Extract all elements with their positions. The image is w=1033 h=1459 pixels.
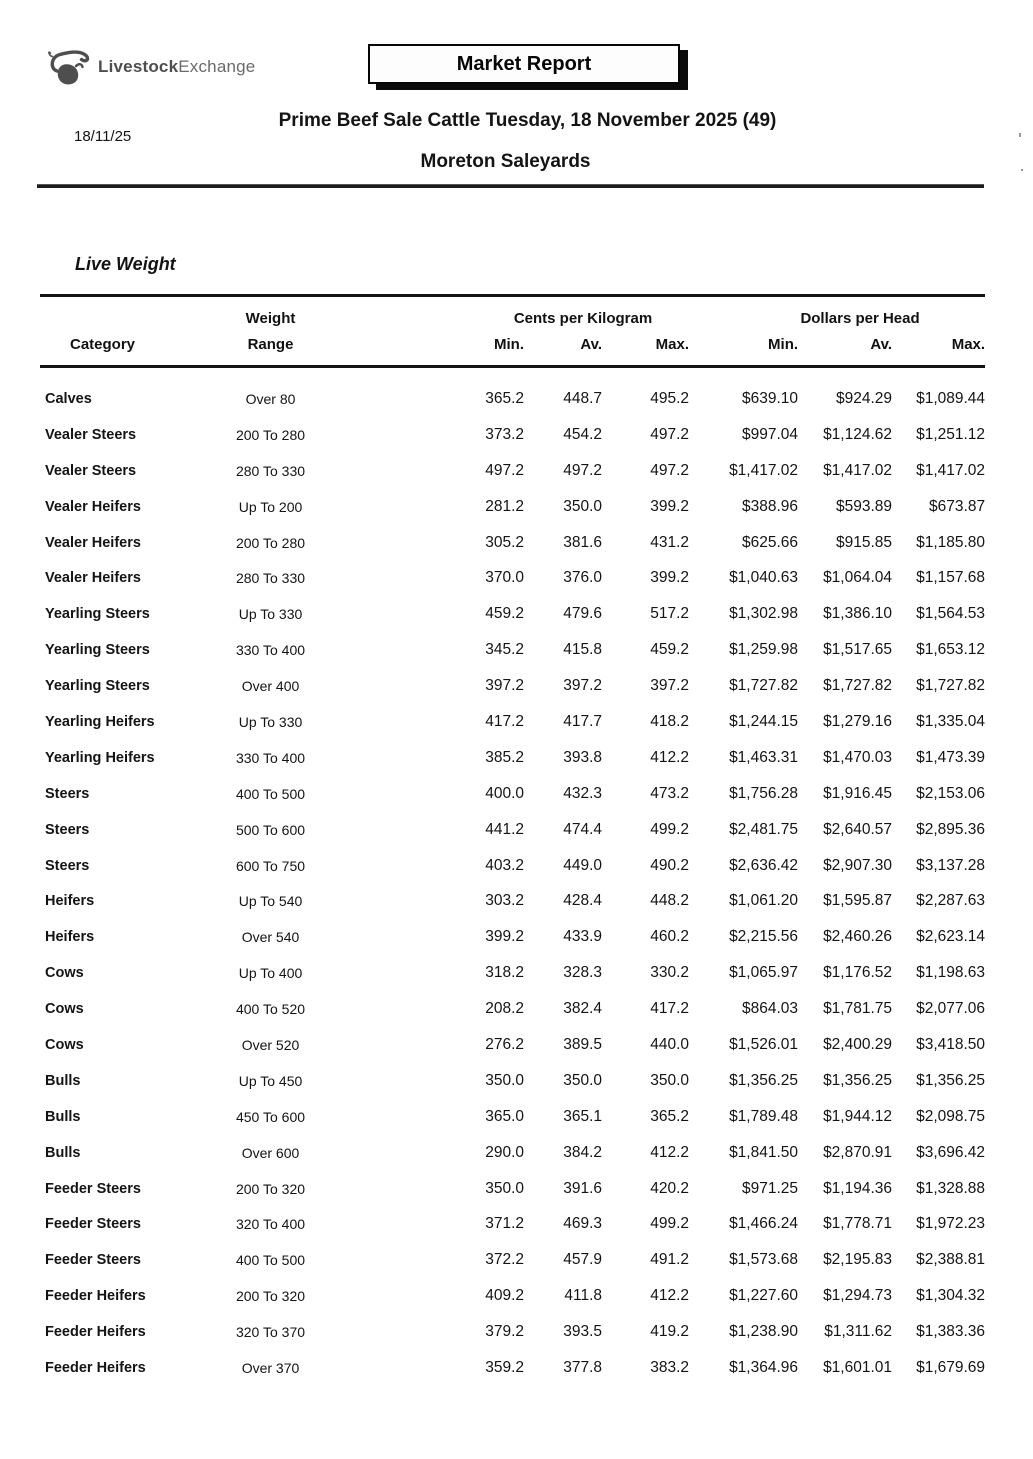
dph-min-cell: $1,756.28 bbox=[729, 784, 799, 802]
cpk-max-cell: 490.2 bbox=[650, 856, 690, 874]
weight-range-cell: 450 To 600 bbox=[235, 1108, 306, 1125]
cpk-av-cell: 474.4 bbox=[563, 820, 602, 838]
dph-max-cell: $3,696.42 bbox=[916, 1143, 986, 1161]
weight-range-cell: Up To 400 bbox=[238, 965, 303, 982]
dph-min-cell: $1,466.24 bbox=[729, 1215, 799, 1233]
cpk-min-cell: 208.2 bbox=[485, 1000, 524, 1018]
dph-min-cell: $1,463.31 bbox=[729, 748, 799, 766]
cpk-av-cell: 479.6 bbox=[563, 605, 602, 623]
weight-range-cell: 600 To 750 bbox=[235, 857, 306, 874]
weight-range-cell: 280 To 330 bbox=[235, 462, 306, 479]
dph-av-cell: $1,781.75 bbox=[823, 1000, 893, 1018]
dph-av-cell: $1,356.25 bbox=[823, 1071, 893, 1089]
table-row bbox=[40, 1063, 985, 1099]
dph-av-cell: $2,907.30 bbox=[823, 856, 893, 874]
cpk-max-cell: 399.2 bbox=[650, 569, 690, 587]
cpk-av-cell: 393.5 bbox=[563, 1323, 602, 1341]
dph-av-cell: $1,944.12 bbox=[823, 1107, 893, 1125]
cpk-min-cell: 281.2 bbox=[485, 497, 524, 515]
cpk-max-cell: 491.2 bbox=[650, 1251, 690, 1269]
table-row bbox=[40, 1099, 985, 1135]
category-cell: Cows bbox=[45, 1036, 84, 1053]
cpk-av-cell: 428.4 bbox=[563, 892, 602, 910]
logo-text-regular: Exchange bbox=[178, 57, 256, 76]
cpk-max-cell: 431.2 bbox=[650, 533, 690, 551]
report-date: 18/11/25 bbox=[74, 128, 132, 145]
cpk-av-cell: 376.0 bbox=[563, 569, 602, 587]
dph-max-cell: $1,564.53 bbox=[916, 605, 986, 623]
cpk-av-cell: 391.6 bbox=[563, 1179, 602, 1197]
cpk-max-cell: 412.2 bbox=[650, 1287, 690, 1305]
cpk-max-cell: 517.2 bbox=[650, 605, 690, 623]
logo-text bbox=[98, 57, 255, 77]
category-cell: Feeder Steers bbox=[45, 1180, 141, 1197]
category-cell: Cows bbox=[45, 965, 84, 982]
dph-min-cell: $625.66 bbox=[742, 533, 799, 551]
weight-range-cell: Up To 540 bbox=[238, 893, 303, 910]
category-cell: Steers bbox=[45, 857, 90, 874]
cpk-av-cell: 497.2 bbox=[563, 461, 602, 479]
weight-range-cell: 320 To 400 bbox=[235, 1216, 306, 1233]
category-cell: Bulls bbox=[45, 1108, 81, 1125]
cpk-min-cell: 290.0 bbox=[485, 1143, 524, 1161]
dph-av-cell: $593.89 bbox=[836, 497, 893, 515]
cpk-min-cell: 365.2 bbox=[485, 389, 524, 407]
cpk-max-cell: 383.2 bbox=[650, 1358, 690, 1376]
cpk-max-cell: 459.2 bbox=[650, 641, 690, 659]
dph-max-cell: $2,098.75 bbox=[916, 1107, 986, 1125]
dph-min-cell: $1,238.90 bbox=[729, 1323, 799, 1341]
cpk-max-cell: 419.2 bbox=[650, 1323, 690, 1341]
dph-av-cell: $1,517.65 bbox=[823, 641, 893, 659]
table-row bbox=[40, 417, 985, 453]
dph-max-cell: $2,077.06 bbox=[916, 1000, 986, 1018]
cpk-max-cell: 397.2 bbox=[650, 677, 690, 695]
dph-av-cell: $924.29 bbox=[836, 389, 893, 407]
weight-range-cell: 200 To 320 bbox=[235, 1288, 306, 1305]
dph-av-cell: $2,870.91 bbox=[823, 1143, 893, 1161]
cpk-min-cell: 459.2 bbox=[485, 605, 524, 623]
dph-min-cell: $971.25 bbox=[742, 1179, 799, 1197]
table-row bbox=[40, 776, 985, 812]
cpk-av-cell: 449.0 bbox=[563, 856, 602, 874]
cpk-min-cell: 399.2 bbox=[485, 928, 524, 946]
dph-max-cell: $3,137.28 bbox=[916, 856, 986, 874]
weight-range-cell: Over 400 bbox=[241, 678, 300, 695]
cpk-av-cell: 457.9 bbox=[563, 1251, 602, 1269]
cpk-min-cell: 370.0 bbox=[485, 569, 524, 587]
header-spacer bbox=[40, 296, 200, 328]
category-cell: Yearling Heifers bbox=[45, 713, 155, 730]
weight-range-cell: 280 To 330 bbox=[235, 570, 306, 587]
table-row bbox=[40, 1278, 985, 1314]
cpk-av-cell: 350.0 bbox=[563, 1071, 602, 1089]
dph-av-cell: $1,311.62 bbox=[824, 1323, 893, 1341]
weight-range-cell: Up To 330 bbox=[238, 713, 303, 730]
dph-max-cell: $1,356.25 bbox=[916, 1071, 986, 1089]
venue-title: Moreton Saleyards bbox=[420, 151, 591, 172]
cpk-max-cell: 495.2 bbox=[650, 389, 690, 407]
category-cell: Steers bbox=[45, 821, 90, 838]
dph-min-cell: $1,065.97 bbox=[729, 964, 799, 982]
cpk-max-cell: 412.2 bbox=[650, 748, 690, 766]
cpk-max-cell: 399.2 bbox=[650, 497, 690, 515]
cpk-av-cell: 389.5 bbox=[563, 1035, 602, 1053]
weight-range-cell: Over 520 bbox=[241, 1036, 300, 1053]
table-row bbox=[40, 560, 985, 596]
table-subheader-row bbox=[40, 327, 985, 367]
dph-av-cell: $2,640.57 bbox=[823, 820, 893, 838]
weight-range-cell: 200 To 320 bbox=[235, 1180, 306, 1197]
weight-range-cell: Over 80 bbox=[245, 390, 296, 407]
header-cpk-min: Min. bbox=[494, 335, 524, 353]
cpk-min-cell: 409.2 bbox=[485, 1287, 524, 1305]
cpk-av-cell: 393.8 bbox=[563, 748, 602, 766]
cpk-min-cell: 379.2 bbox=[485, 1323, 524, 1341]
dph-max-cell: $1,185.80 bbox=[916, 533, 986, 551]
dph-av-cell: $1,595.87 bbox=[823, 892, 893, 910]
cpk-min-cell: 303.2 bbox=[485, 892, 524, 910]
dph-max-cell: $2,388.81 bbox=[916, 1251, 986, 1269]
dph-av-cell: $1,778.71 bbox=[823, 1215, 893, 1233]
table-row bbox=[40, 1242, 985, 1278]
dph-max-cell: $2,153.06 bbox=[916, 784, 986, 802]
cpk-av-cell: 433.9 bbox=[563, 928, 602, 946]
category-cell: Heifers bbox=[45, 893, 95, 910]
table-row bbox=[40, 740, 985, 776]
category-cell: Steers bbox=[45, 785, 90, 802]
bull-icon bbox=[46, 46, 94, 88]
weight-range-cell: 500 To 600 bbox=[235, 821, 306, 838]
cpk-max-cell: 499.2 bbox=[650, 1215, 690, 1233]
cpk-min-cell: 350.0 bbox=[485, 1071, 524, 1089]
category-cell: Vealer Heifers bbox=[45, 534, 141, 551]
dph-max-cell: $1,157.68 bbox=[916, 569, 986, 587]
cpk-av-cell: 432.3 bbox=[563, 784, 602, 802]
cpk-max-cell: 460.2 bbox=[650, 928, 690, 946]
category-cell: Vealer Heifers bbox=[45, 570, 141, 587]
dph-min-cell: $1,244.15 bbox=[729, 712, 799, 730]
sale-title: Prime Beef Sale Cattle Tuesday, 18 November 2025 (49) bbox=[278, 110, 777, 131]
table-row bbox=[40, 1135, 985, 1171]
dph-max-cell: $1,251.12 bbox=[916, 425, 986, 443]
cpk-max-cell: 365.2 bbox=[650, 1107, 690, 1125]
dph-av-cell: $1,194.36 bbox=[823, 1179, 893, 1197]
table-body bbox=[40, 367, 985, 1386]
section-title-live-weight: Live Weight bbox=[75, 254, 176, 274]
dph-max-cell: $1,383.36 bbox=[916, 1323, 986, 1341]
category-cell: Bulls bbox=[45, 1144, 81, 1161]
table-row bbox=[40, 1171, 985, 1207]
cpk-max-cell: 330.2 bbox=[650, 964, 690, 982]
dph-min-cell: $1,364.96 bbox=[729, 1358, 799, 1376]
cpk-max-cell: 440.0 bbox=[650, 1035, 690, 1053]
cpk-max-cell: 499.2 bbox=[650, 820, 690, 838]
dph-max-cell: $1,972.23 bbox=[916, 1215, 986, 1233]
cpk-min-cell: 372.2 bbox=[485, 1251, 524, 1269]
cpk-min-cell: 365.0 bbox=[485, 1107, 524, 1125]
dph-min-cell: $997.04 bbox=[742, 425, 799, 443]
dph-min-cell: $864.03 bbox=[742, 1000, 799, 1018]
category-cell: Cows bbox=[45, 1001, 84, 1018]
dph-max-cell: $1,198.63 bbox=[916, 964, 986, 982]
dph-min-cell: $1,302.98 bbox=[729, 605, 799, 623]
cpk-av-cell: 377.8 bbox=[563, 1358, 602, 1376]
category-cell: Feeder Heifers bbox=[45, 1359, 146, 1376]
dph-av-cell: $1,727.82 bbox=[823, 677, 893, 695]
dph-max-cell: $2,287.63 bbox=[916, 892, 986, 910]
dph-max-cell: $1,727.82 bbox=[916, 677, 986, 695]
weight-range-cell: 330 To 400 bbox=[235, 642, 306, 659]
cpk-av-cell: 469.3 bbox=[563, 1215, 602, 1233]
table-row bbox=[40, 883, 985, 919]
dph-max-cell: $2,895.36 bbox=[916, 820, 986, 838]
table-row bbox=[40, 489, 985, 525]
dph-av-cell: $915.85 bbox=[836, 533, 893, 551]
table-row bbox=[40, 848, 985, 884]
dph-av-cell: $2,460.26 bbox=[823, 928, 893, 946]
weight-range-cell: 200 To 280 bbox=[235, 426, 306, 443]
table-row bbox=[40, 955, 985, 991]
scan-artifact bbox=[1019, 133, 1021, 137]
dph-max-cell: $1,653.12 bbox=[916, 641, 986, 659]
cpk-min-cell: 371.2 bbox=[485, 1215, 524, 1233]
cpk-max-cell: 417.2 bbox=[650, 1000, 690, 1018]
cpk-av-cell: 381.6 bbox=[563, 533, 602, 551]
table-header bbox=[40, 296, 985, 367]
weight-range-cell: Over 600 bbox=[241, 1144, 300, 1161]
cpk-max-cell: 448.2 bbox=[650, 892, 690, 910]
header-cpk-max: Max. bbox=[655, 335, 690, 353]
dph-av-cell: $1,601.01 bbox=[823, 1358, 893, 1376]
table-row bbox=[40, 525, 985, 561]
cpk-max-cell: 412.2 bbox=[650, 1143, 690, 1161]
dph-min-cell: $388.96 bbox=[742, 497, 799, 515]
dph-max-cell: $2,623.14 bbox=[916, 928, 986, 946]
category-cell: Yearling Steers bbox=[45, 642, 150, 659]
header-category: Category bbox=[70, 335, 136, 353]
table-row bbox=[40, 1206, 985, 1242]
cpk-min-cell: 397.2 bbox=[485, 677, 524, 695]
dph-min-cell: $2,215.56 bbox=[729, 928, 799, 946]
logo-text-bold: Livestock bbox=[98, 57, 179, 76]
weight-range-cell: Up To 330 bbox=[238, 606, 303, 623]
dph-av-cell: $1,279.16 bbox=[823, 712, 893, 730]
category-cell: Calves bbox=[45, 390, 92, 407]
category-cell: Feeder Heifers bbox=[45, 1288, 146, 1305]
cpk-av-cell: 454.2 bbox=[563, 425, 602, 443]
cpk-min-cell: 359.2 bbox=[485, 1358, 524, 1376]
category-cell: Yearling Steers bbox=[45, 606, 150, 623]
cpk-min-cell: 497.2 bbox=[485, 461, 524, 479]
table-row bbox=[40, 1027, 985, 1063]
table-row bbox=[40, 991, 985, 1027]
dph-min-cell: $1,227.60 bbox=[729, 1287, 799, 1305]
weight-range-cell: 330 To 400 bbox=[235, 749, 306, 766]
weight-range-cell: Over 370 bbox=[241, 1359, 300, 1376]
dph-min-cell: $639.10 bbox=[742, 389, 799, 407]
table-row bbox=[40, 1350, 985, 1386]
table-row bbox=[40, 812, 985, 848]
dph-max-cell: $1,335.04 bbox=[916, 712, 986, 730]
dph-av-cell: $1,386.10 bbox=[823, 605, 893, 623]
cpk-av-cell: 417.7 bbox=[563, 712, 602, 730]
cpk-min-cell: 305.2 bbox=[485, 533, 524, 551]
category-cell: Feeder Heifers bbox=[45, 1324, 146, 1341]
header-group-cents-per-kilogram: Cents per Kilogram bbox=[513, 310, 653, 327]
cpk-av-cell: 384.2 bbox=[563, 1143, 602, 1161]
dph-min-cell: $1,841.50 bbox=[729, 1143, 799, 1161]
dph-min-cell: $1,789.48 bbox=[729, 1107, 799, 1125]
table-row bbox=[40, 1314, 985, 1350]
livestock-exchange-logo bbox=[46, 46, 255, 88]
header-dph-av: Av. bbox=[870, 335, 893, 353]
cpk-min-cell: 400.0 bbox=[485, 784, 524, 802]
cpk-av-cell: 397.2 bbox=[563, 677, 602, 695]
dph-av-cell: $1,470.03 bbox=[823, 748, 893, 766]
weight-range-cell: 400 To 500 bbox=[235, 1252, 306, 1269]
header-dph-min: Min. bbox=[768, 335, 799, 353]
header-dph-max: Max. bbox=[951, 335, 986, 353]
dph-max-cell: $1,473.39 bbox=[916, 748, 986, 766]
dph-min-cell: $2,636.42 bbox=[729, 856, 799, 874]
category-cell: Heifers bbox=[45, 929, 95, 946]
dph-min-cell: $1,259.98 bbox=[729, 641, 799, 659]
header-cpk-av: Av. bbox=[580, 335, 602, 353]
dph-max-cell: $1,304.32 bbox=[916, 1287, 986, 1305]
cpk-av-cell: 365.1 bbox=[563, 1107, 602, 1125]
cpk-min-cell: 318.2 bbox=[485, 964, 524, 982]
cpk-min-cell: 345.2 bbox=[485, 641, 524, 659]
dph-max-cell: $1,089.44 bbox=[916, 389, 986, 407]
dph-max-cell: $673.87 bbox=[929, 497, 986, 515]
table-row bbox=[40, 668, 985, 704]
scan-artifact bbox=[1021, 169, 1023, 171]
dph-min-cell: $1,727.82 bbox=[729, 677, 799, 695]
weight-range-cell: 320 To 370 bbox=[235, 1324, 306, 1341]
table-row bbox=[40, 632, 985, 668]
weight-range-cell: 400 To 500 bbox=[235, 785, 306, 802]
cpk-min-cell: 417.2 bbox=[485, 712, 524, 730]
table-row bbox=[40, 596, 985, 632]
dph-av-cell: $1,064.04 bbox=[823, 569, 893, 587]
weight-range-cell: Up To 450 bbox=[238, 1072, 303, 1089]
dph-av-cell: $1,417.02 bbox=[823, 461, 893, 479]
cpk-av-cell: 411.8 bbox=[564, 1287, 602, 1305]
dph-min-cell: $1,061.20 bbox=[729, 892, 799, 910]
dph-max-cell: $1,417.02 bbox=[916, 461, 986, 479]
cpk-max-cell: 350.0 bbox=[650, 1071, 690, 1089]
cpk-av-cell: 448.7 bbox=[563, 389, 602, 407]
dph-min-cell: $1,573.68 bbox=[729, 1251, 799, 1269]
cpk-av-cell: 415.8 bbox=[563, 641, 602, 659]
dph-min-cell: $1,417.02 bbox=[729, 461, 799, 479]
dph-max-cell: $1,328.88 bbox=[916, 1179, 986, 1197]
category-cell: Vealer Steers bbox=[45, 462, 137, 479]
live-weight-table bbox=[40, 294, 985, 1386]
cpk-max-cell: 497.2 bbox=[650, 425, 690, 443]
category-cell: Feeder Steers bbox=[45, 1252, 141, 1269]
dph-av-cell: $1,916.45 bbox=[823, 784, 893, 802]
cpk-max-cell: 420.2 bbox=[650, 1179, 690, 1197]
header-group-dollars-per-head: Dollars per Head bbox=[800, 310, 920, 327]
dph-av-cell: $1,124.62 bbox=[823, 425, 893, 443]
cpk-av-cell: 382.4 bbox=[563, 1000, 602, 1018]
table-row bbox=[40, 919, 985, 955]
dph-min-cell: $1,040.63 bbox=[729, 569, 799, 587]
weight-range-cell: 400 To 520 bbox=[235, 1001, 306, 1018]
dph-max-cell: $3,418.50 bbox=[916, 1035, 986, 1053]
dph-av-cell: $2,400.29 bbox=[823, 1035, 893, 1053]
cpk-min-cell: 276.2 bbox=[485, 1035, 524, 1053]
table-group-header-row bbox=[40, 296, 985, 328]
dph-av-cell: $1,294.73 bbox=[823, 1287, 893, 1305]
cpk-av-cell: 328.3 bbox=[563, 964, 602, 982]
table-row bbox=[40, 367, 985, 417]
market-report-title-box bbox=[368, 44, 680, 84]
category-cell: Bulls bbox=[45, 1072, 81, 1089]
dph-max-cell: $1,679.69 bbox=[916, 1358, 986, 1376]
cpk-max-cell: 473.2 bbox=[650, 784, 690, 802]
table-row bbox=[40, 704, 985, 740]
weight-range-cell: Over 540 bbox=[241, 929, 300, 946]
weight-range-cell: 200 To 280 bbox=[235, 534, 306, 551]
cpk-min-cell: 373.2 bbox=[485, 425, 524, 443]
cpk-max-cell: 418.2 bbox=[650, 712, 690, 730]
dph-av-cell: $1,176.52 bbox=[823, 964, 893, 982]
category-cell: Yearling Steers bbox=[45, 678, 150, 695]
cpk-max-cell: 497.2 bbox=[650, 461, 690, 479]
category-cell: Feeder Steers bbox=[45, 1216, 141, 1233]
header-weight-line2: Range bbox=[247, 335, 294, 353]
dph-min-cell: $1,356.25 bbox=[729, 1071, 799, 1089]
market-report-title: Market Report bbox=[456, 52, 592, 75]
dph-min-cell: $2,481.75 bbox=[729, 820, 799, 838]
dph-av-cell: $2,195.83 bbox=[823, 1251, 893, 1269]
header-weight-line1: Weight bbox=[245, 310, 296, 327]
cpk-min-cell: 350.0 bbox=[485, 1179, 524, 1197]
category-cell: Vealer Heifers bbox=[45, 498, 141, 515]
cpk-min-cell: 441.2 bbox=[485, 820, 524, 838]
category-cell: Yearling Heifers bbox=[45, 749, 155, 766]
cpk-min-cell: 403.2 bbox=[485, 856, 524, 874]
cpk-min-cell: 385.2 bbox=[485, 748, 524, 766]
category-cell: Vealer Steers bbox=[45, 426, 137, 443]
header-divider bbox=[37, 184, 984, 188]
table-row bbox=[40, 453, 985, 489]
cpk-av-cell: 350.0 bbox=[563, 497, 602, 515]
dph-min-cell: $1,526.01 bbox=[729, 1035, 799, 1053]
weight-range-cell: Up To 200 bbox=[238, 498, 303, 515]
